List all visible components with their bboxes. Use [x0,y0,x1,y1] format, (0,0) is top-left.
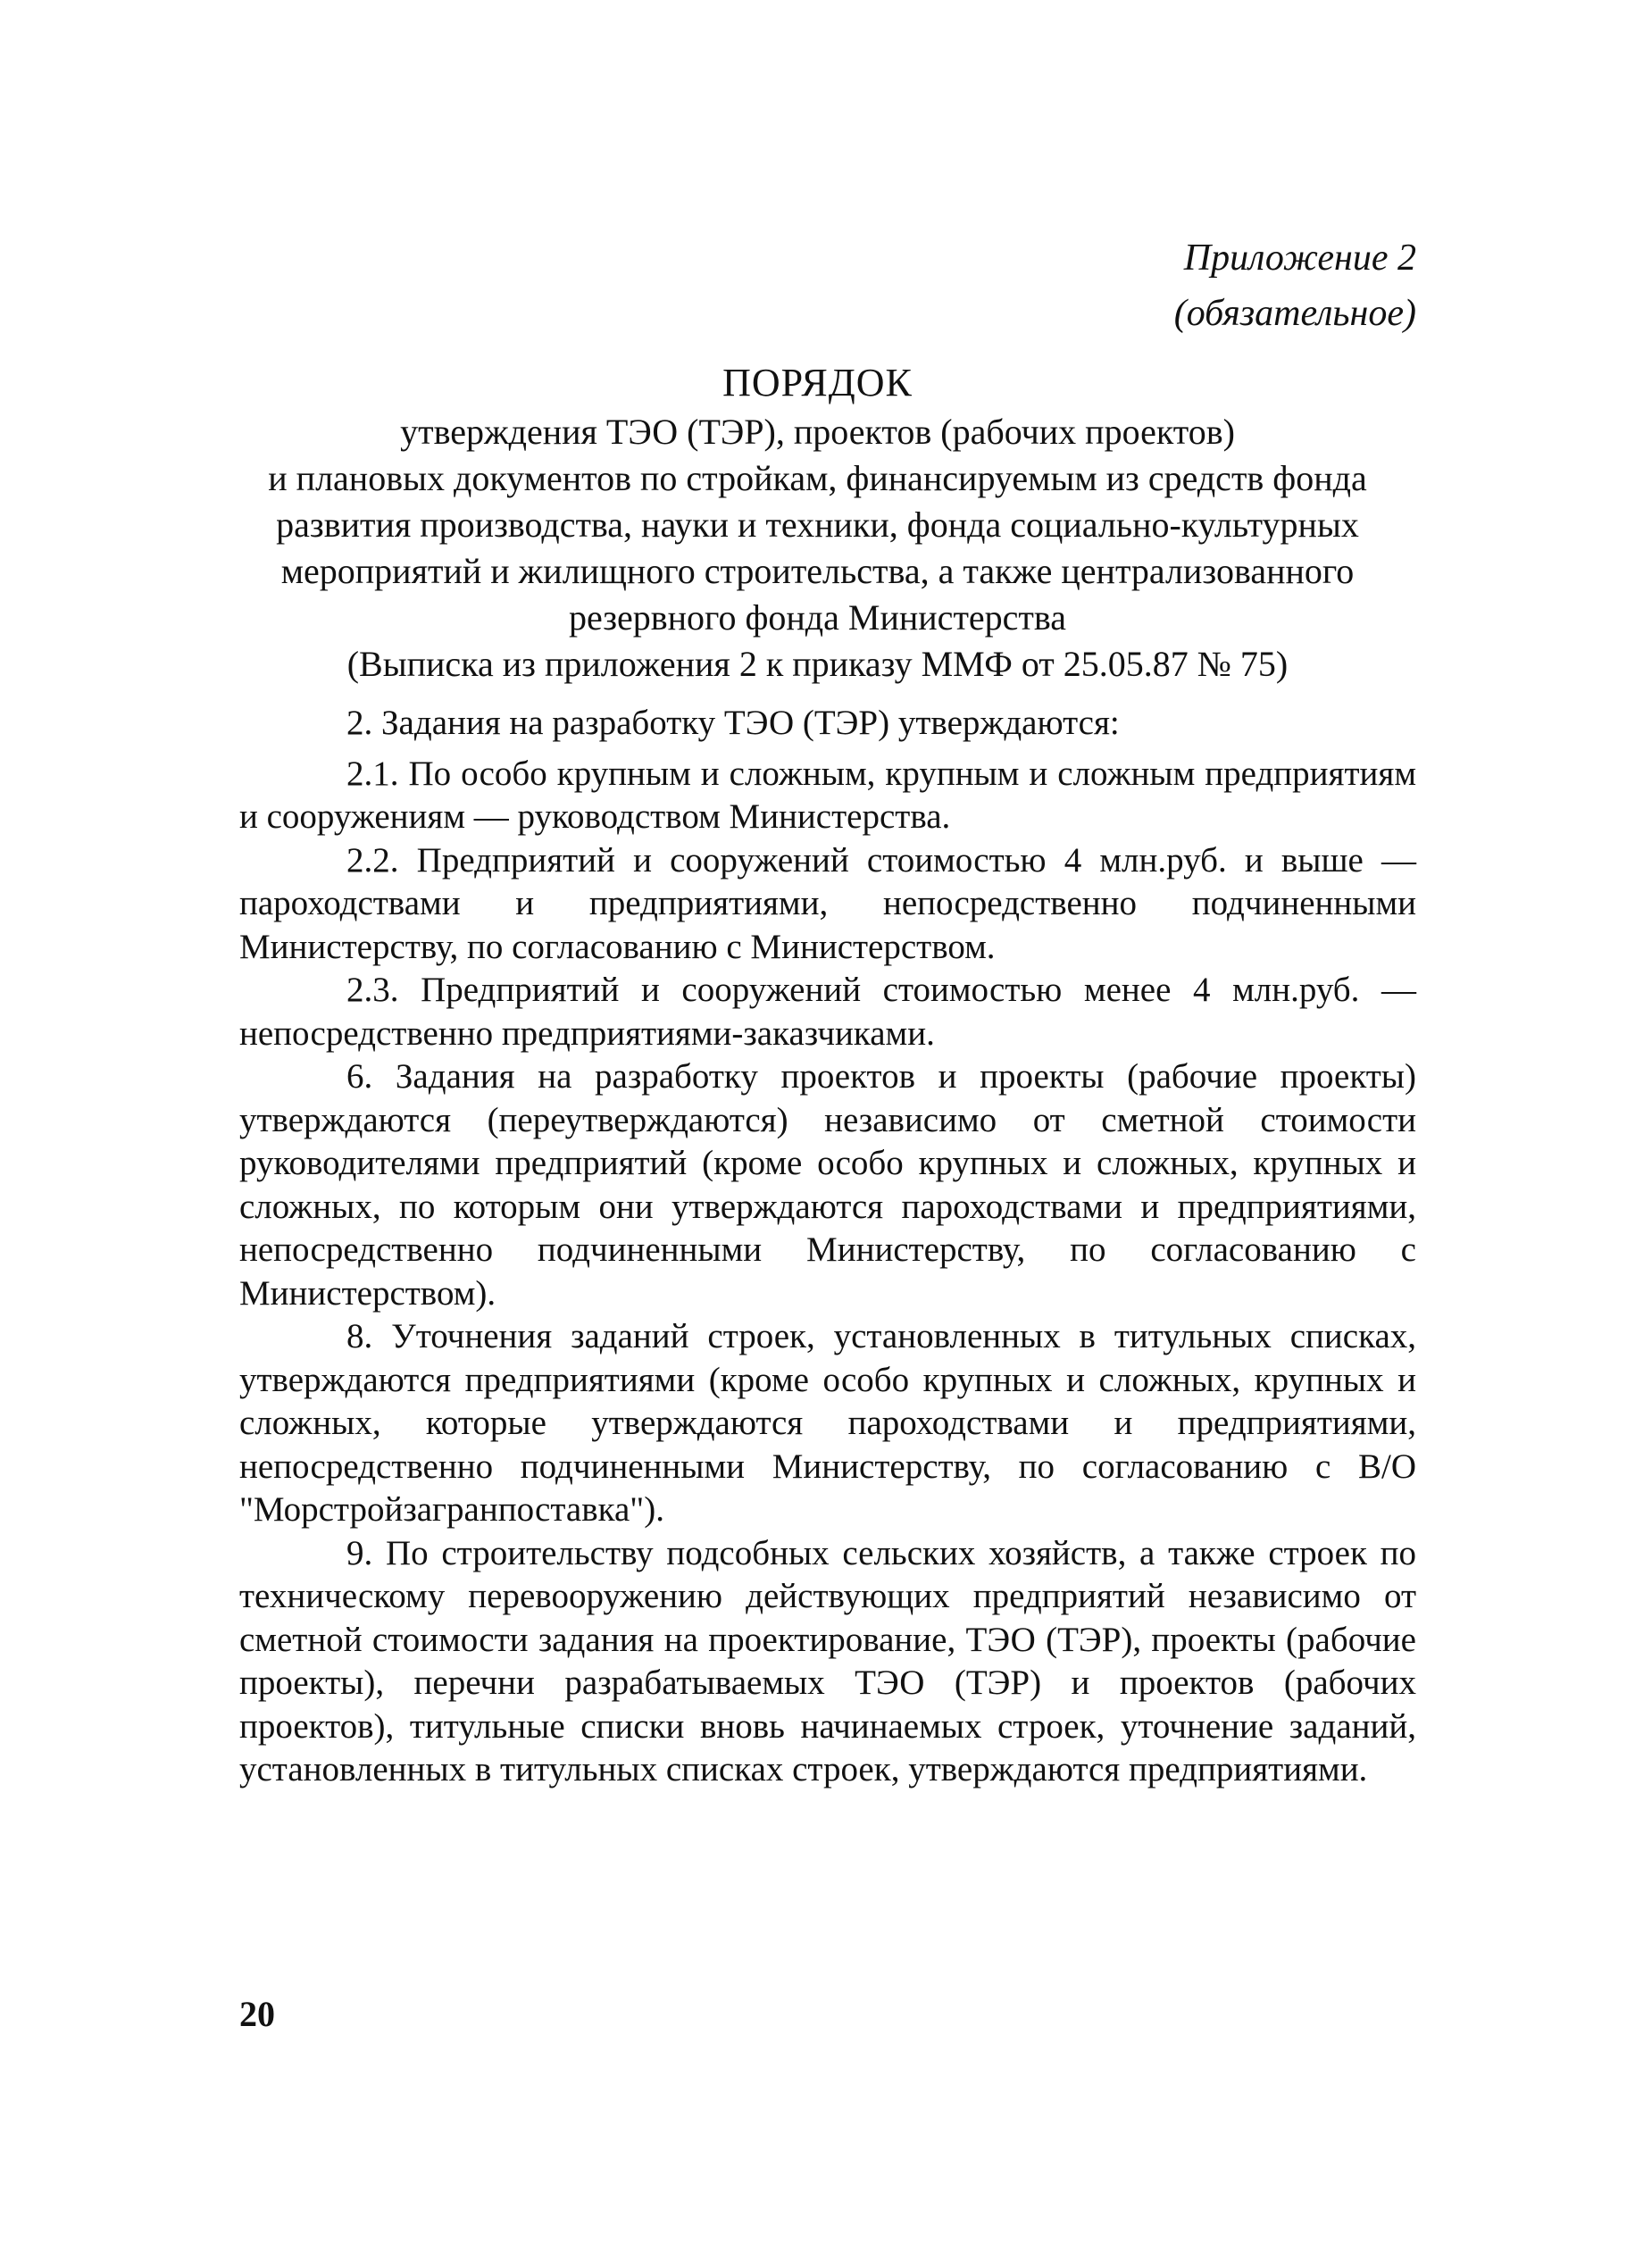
appendix-status: (обязательное) [1173,293,1416,334]
title-line: развития производства, науки и техники, фонда социально-культурных [276,504,1359,545]
paragraph-6: 6. Задания на разработку проектов и проекты (рабочие проекты) утверждаются (переутверждаются) независимо от сметной стоимости руководителями предприятий (кроме особо крупных и сложных, крупных и сложных, по которым они утверждаются пароходствами и предприятиями, непосредственно подчиненными Министерству, по согласованию с Министерством). [239,1057,1416,1313]
document-body [239,702,1416,1792]
title-line: утверждения ТЭО (ТЭР), проектов (рабочих проектов) [400,412,1235,452]
paragraph-2-1: 2.1. По особо крупным и сложным, крупным и сложным предприятиям и сооружениям — руководством Министерства. [239,754,1416,836]
title-line: и плановых документов по стройкам, финансируемым из средств фонда [268,458,1367,498]
title-line: резервного фонда Министерства [568,597,1067,638]
title-source-note: (Выписка из приложения 2 к приказу ММФ от 25.05.87 № 75) [346,644,1289,684]
title-line: мероприятий и жилищного строительства, а также централизованного [280,551,1355,591]
page-number: 20 [239,1994,275,2034]
paragraph-8: 8. Уточнения заданий строек, установленных в титульных списках, утверждаются предприятиями (кроме особо крупных и сложных, крупных и сложных, которые утверждаются пароходствами и предприятиями, непосредственно подчиненными Министерству, по согласованию с В/О "Морстройзагранпоставка"). [239,1317,1416,1529]
paragraph-9: 9. По строительству подсобных сельских хозяйств, а также строек по техническому перевооружению действующих предприятий независимо от сметной стоимости задания на проектирование, ТЭО (ТЭР), проекты (рабочие проекты), перечни разрабатываемых ТЭО (ТЭР) и проектов (рабочих проектов), титульные списки вновь начинаемых строек, уточнение заданий, установленных в титульных списках строек, утверждаются предприятиями. [239,1533,1416,1789]
paragraph-2: 2. Задания на разработку ТЭО (ТЭР) утверждаются: [346,704,1120,742]
paragraph-2-2: 2.2. Предприятий и сооружений стоимостью 4 млн.руб. и выше — пароходствами и предприятиями, непосредственно подчиненными Министерству, по согласованию с Министерством. [239,840,1416,966]
appendix-number: Приложение 2 [1183,238,1416,279]
title-heading: ПОРЯДОК [722,361,913,404]
appendix-label [1174,230,1416,341]
document-title [219,357,1416,688]
paragraph-2-3: 2.3. Предприятий и сооружений стоимостью менее 4 млн.руб. — непосредственно предприятиями-заказчиками. [239,971,1416,1053]
